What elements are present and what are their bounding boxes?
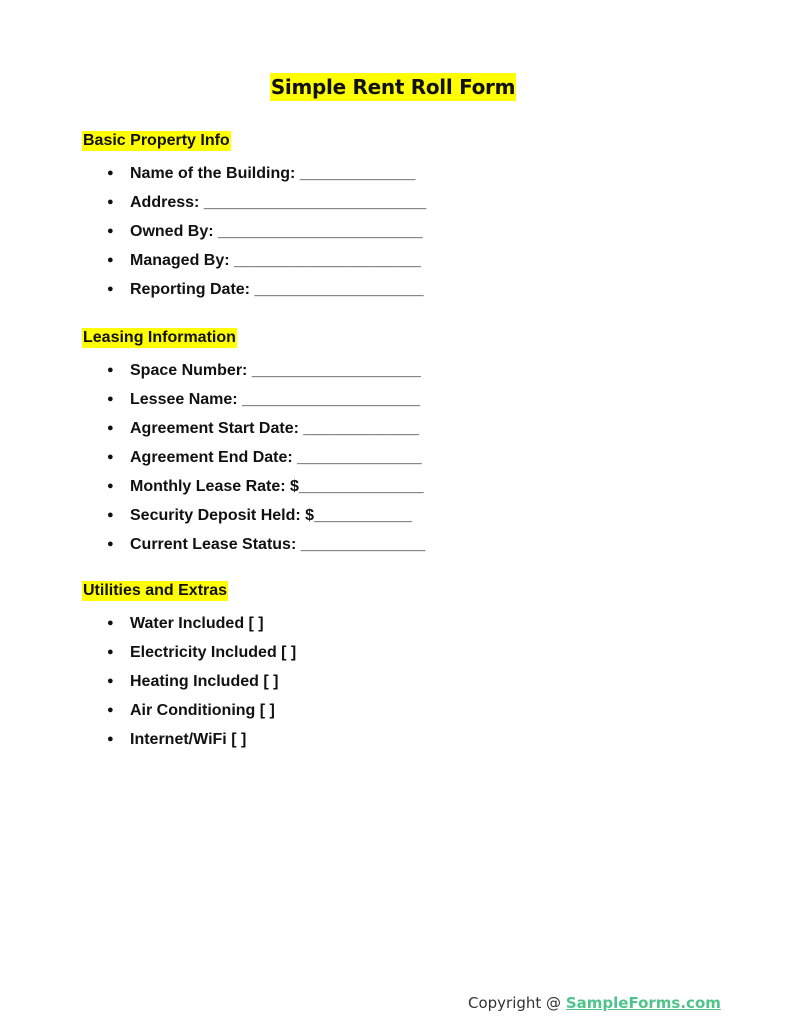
bullet-icon: ● <box>107 196 114 208</box>
bullet-icon: ● <box>107 364 114 376</box>
checkbox-label: Electricity Included [ ] <box>130 644 297 661</box>
list-item <box>82 159 426 188</box>
section-heading: Utilities and Extras <box>83 582 228 599</box>
bullet-icon: ● <box>107 509 114 521</box>
bullet-icon: ● <box>107 480 114 492</box>
field-label: Owned By: _______________________ <box>130 223 423 240</box>
list-item <box>82 609 296 638</box>
field-label: Managed By: _____________________ <box>130 252 421 269</box>
list-item <box>82 696 296 725</box>
bullet-icon: ● <box>107 167 114 179</box>
checkbox-label: Internet/WiFi [ ] <box>130 731 247 748</box>
field-label: Lessee Name: ____________________ <box>130 391 421 408</box>
brand-link[interactable]: SampleForms.com <box>565 994 721 1012</box>
list-item <box>82 275 426 304</box>
section-leasing-information <box>82 328 425 559</box>
checkbox-label: Air Conditioning [ ] <box>130 702 275 719</box>
list-item <box>82 188 426 217</box>
field-label: Monthly Lease Rate: $______________ <box>130 478 424 495</box>
field-label: Address: _________________________ <box>130 194 427 211</box>
section-heading: Leasing Information <box>83 329 236 346</box>
list-item <box>82 356 425 385</box>
list-item <box>82 246 426 275</box>
copyright-text: Copyright @ <box>468 994 566 1012</box>
list-item <box>82 414 425 443</box>
field-list <box>82 159 426 304</box>
section-utilities-and-extras <box>82 581 296 754</box>
list-item <box>82 385 425 414</box>
bullet-icon: ● <box>107 393 114 405</box>
copyright-footer <box>468 994 721 1012</box>
bullet-icon: ● <box>107 646 114 658</box>
checkbox-label: Heating Included [ ] <box>130 673 279 690</box>
field-label: Reporting Date: ___________________ <box>130 281 424 298</box>
section-heading: Basic Property Info <box>83 132 230 149</box>
field-label: Current Lease Status: ______________ <box>130 536 426 553</box>
page-title: Simple Rent Roll Form <box>270 75 516 99</box>
bullet-icon: ● <box>107 704 114 716</box>
field-list <box>82 356 425 559</box>
field-label: Space Number: ___________________ <box>130 362 421 379</box>
list-item <box>82 638 296 667</box>
list-item <box>82 530 425 559</box>
checkbox-label: Water Included [ ] <box>130 615 264 632</box>
bullet-icon: ● <box>107 733 114 745</box>
bullet-icon: ● <box>107 422 114 434</box>
list-item <box>82 472 425 501</box>
list-item <box>82 725 296 754</box>
field-label: Name of the Building: _____________ <box>130 165 416 182</box>
list-item <box>82 443 425 472</box>
bullet-icon: ● <box>107 538 114 550</box>
bullet-icon: ● <box>107 451 114 463</box>
field-label: Security Deposit Held: $___________ <box>130 507 412 524</box>
checkbox-list <box>82 609 296 754</box>
bullet-icon: ● <box>107 675 114 687</box>
bullet-icon: ● <box>107 283 114 295</box>
bullet-icon: ● <box>107 617 114 629</box>
field-label: Agreement End Date: ______________ <box>130 449 422 466</box>
field-label: Agreement Start Date: _____________ <box>130 420 420 437</box>
bullet-icon: ● <box>107 225 114 237</box>
list-item <box>82 501 425 530</box>
list-item <box>82 667 296 696</box>
list-item <box>82 217 426 246</box>
title-container <box>0 73 786 101</box>
bullet-icon: ● <box>107 254 114 266</box>
section-basic-property-info <box>82 131 426 304</box>
